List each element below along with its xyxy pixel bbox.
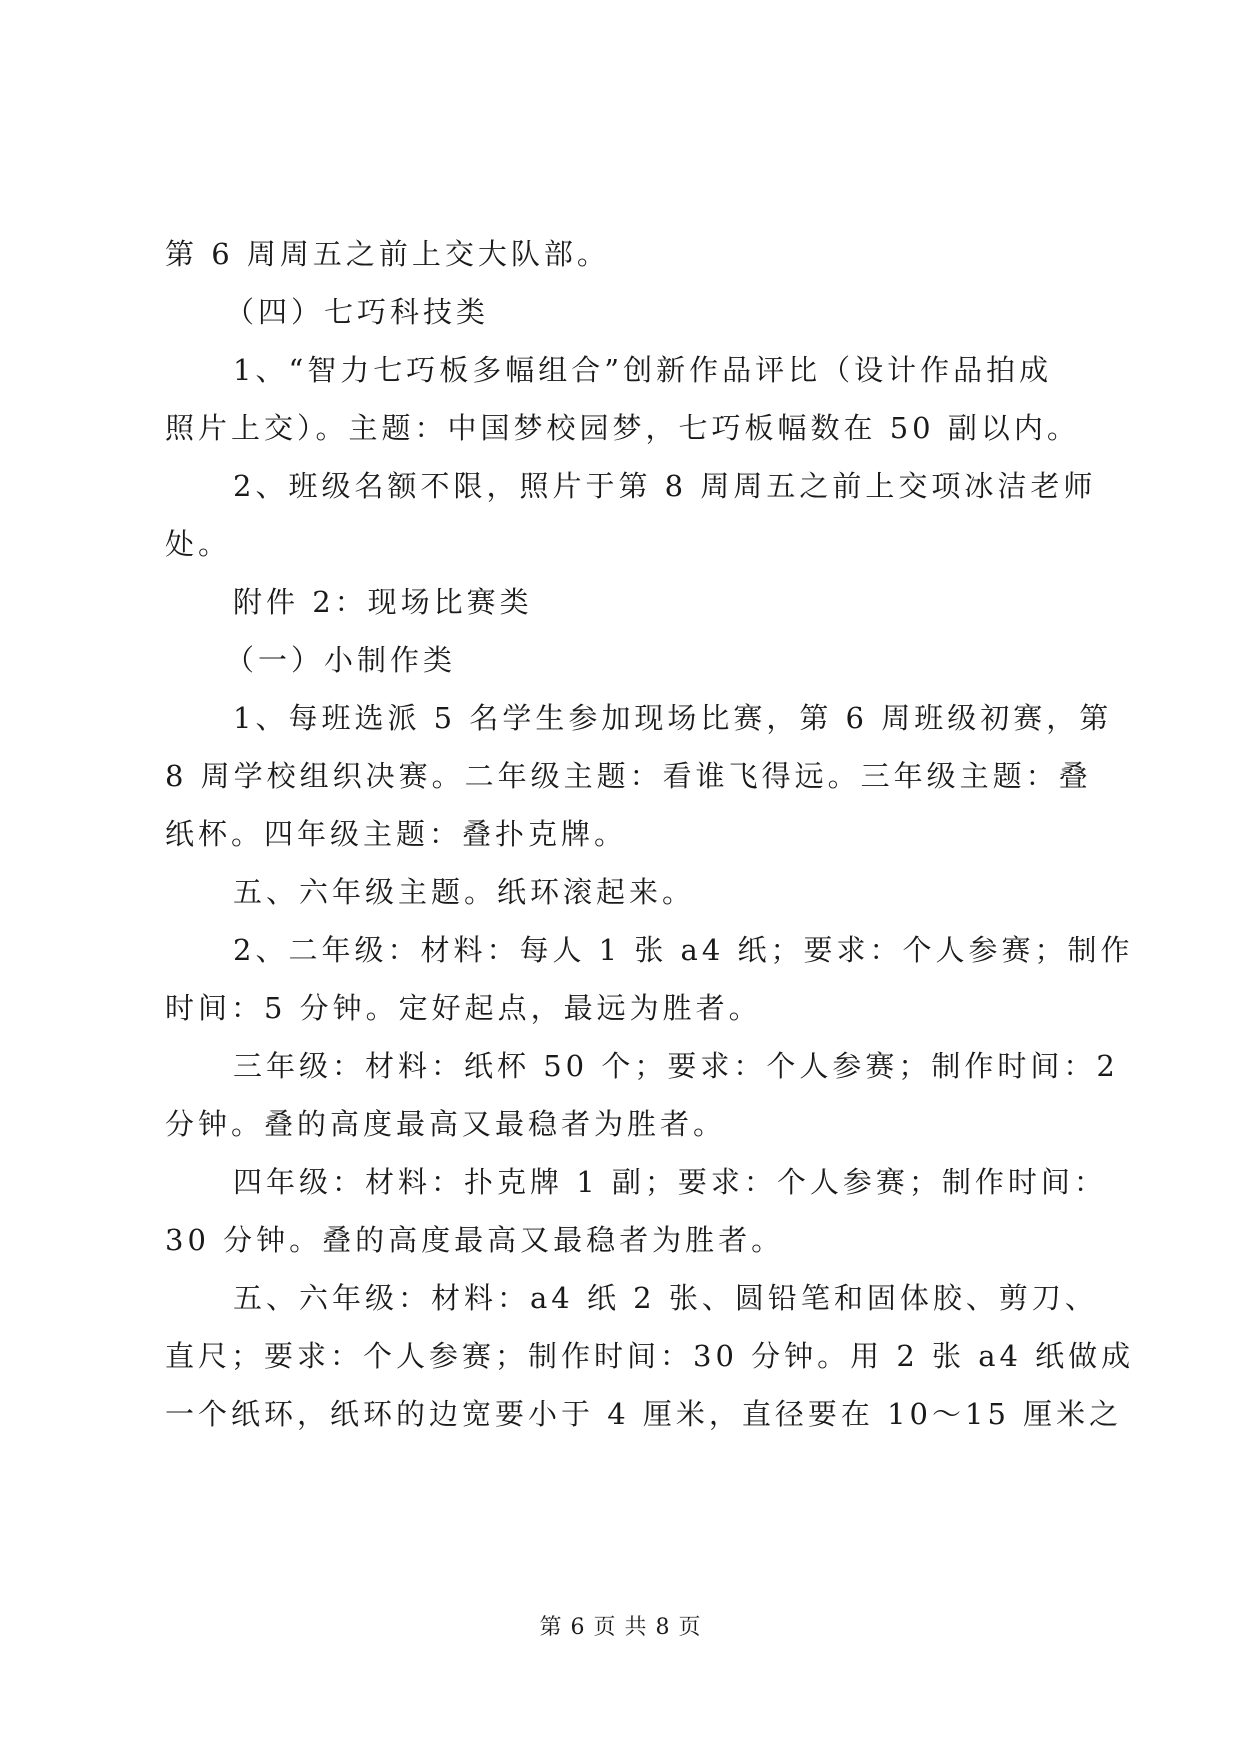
text-line: 一个纸环，纸环的边宽要小于 4 厘米，直径要在 10～15 厘米之 <box>165 1397 1123 1431</box>
text-line: 五、六年级主题。纸环滚起来。 <box>233 875 696 909</box>
text-line: （一）小制作类 <box>225 643 457 677</box>
text-line: （四）七巧科技类 <box>225 295 490 329</box>
text-line: 1、“智力七巧板多幅组合”创新作品评比（设计作品拍成 <box>233 353 1053 387</box>
document-body <box>165 225 1135 1443</box>
text-line: 直尺；要求：个人参赛；制作时间：30 分钟。用 2 张 a4 纸做成 <box>165 1339 1135 1373</box>
text-line: 四年级：材料：扑克牌 1 副；要求：个人参赛；制作时间： <box>233 1165 1107 1199</box>
text-line: 时间：5 分钟。定好起点，最远为胜者。 <box>165 991 762 1025</box>
text-line: 1、每班选派 5 名学生参加现场比赛，第 6 周班级初赛，第 <box>233 701 1113 735</box>
text-line: 三年级：材料：纸杯 50 个；要求：个人参赛；制作时间：2 <box>233 1049 1119 1083</box>
text-line: 8 周学校组织决赛。二年级主题：看谁飞得远。三年级主题：叠 <box>165 759 1092 793</box>
text-line: 2、班级名额不限，照片于第 8 周周五之前上交项冰洁老师 <box>233 469 1097 503</box>
text-line: 30 分钟。叠的高度最高又最稳者为胜者。 <box>165 1223 785 1257</box>
text-line: 处。 <box>165 527 232 561</box>
text-line: 第 6 周周五之前上交大队部。 <box>165 237 610 271</box>
text-line: 附件 2：现场比赛类 <box>233 585 533 619</box>
text-line: 分钟。叠的高度最高又最稳者为胜者。 <box>165 1107 727 1141</box>
text-line: 五、六年级：材料：a4 纸 2 张、圆铅笔和固体胶、剪刀、 <box>233 1281 1098 1315</box>
text-line: 照片上交）。主题：中国梦校园梦，七巧板幅数在 50 副以内。 <box>165 411 1080 445</box>
text-line: 纸杯。四年级主题：叠扑克牌。 <box>165 817 628 851</box>
text-line: 2、二年级：材料：每人 1 张 a4 纸；要求：个人参赛；制作 <box>233 933 1134 967</box>
page-footer: 第 6 页 共 8 页 <box>539 1615 702 1640</box>
